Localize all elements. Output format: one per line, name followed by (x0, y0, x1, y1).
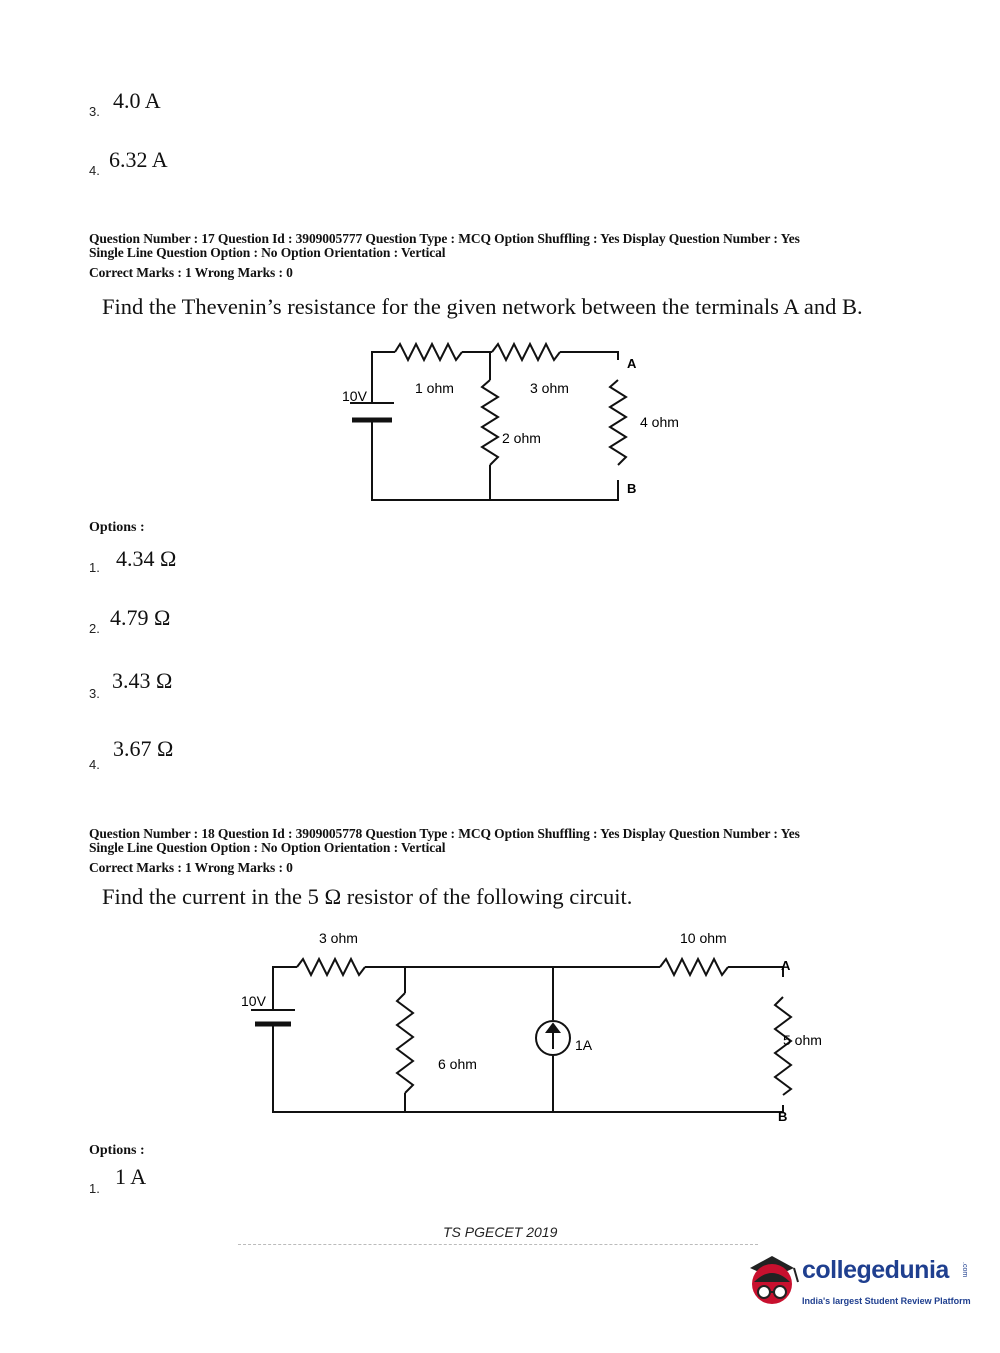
left-top-wire (273, 967, 297, 1010)
option-value: 4.0 A (113, 88, 161, 113)
resistor-1ohm (395, 344, 462, 360)
options-heading: Options : (89, 520, 145, 535)
option-value: 4.34 Ω (116, 546, 177, 571)
question-meta-line1: Question Number : 17 Question Id : 3909005777 Question Type : MCQ Option Shuffling : Yes Display Question Number : Yes (89, 231, 800, 246)
resistor-4ohm (610, 380, 626, 465)
question-marks: Correct Marks : 1 Wrong Marks : 0 (89, 265, 293, 280)
top-wire-left (372, 352, 395, 403)
question-meta-line1: Question Number : 18 Question Id : 3909005778 Question Type : MCQ Option Shuffling : Yes Display Question Number : Yes (89, 826, 800, 841)
option-number: 1. (89, 1181, 100, 1196)
current-circuit-diagram (235, 925, 845, 1130)
option-number: 3. (89, 686, 100, 701)
option-value: 1 A (115, 1164, 147, 1189)
label-2ohm: 2 ohm (502, 430, 541, 446)
terminal-b: B (778, 1109, 788, 1124)
resistor-10ohm (660, 959, 728, 975)
label-10ohm: 10 ohm (680, 930, 727, 946)
option-number: 2. (89, 621, 100, 636)
terminal-a: A (781, 958, 791, 973)
question-text: Find the Thevenin’s resistance for the given network between the terminals A and B. (102, 294, 863, 319)
resistor-3ohm (492, 344, 560, 360)
collegedunia-logo (742, 1248, 972, 1312)
thevenin-circuit-diagram (330, 335, 710, 510)
resistor-6ohm (397, 993, 413, 1093)
resistor-3ohm (297, 959, 365, 975)
brand-name: collegedunia (802, 1256, 949, 1284)
label-10v: 10V (342, 388, 367, 404)
resistor-2ohm (482, 380, 498, 465)
top-right-wire (728, 967, 783, 977)
option-number: 4. (89, 757, 100, 772)
mascot-icon (742, 1248, 802, 1310)
footer-exam-name: TS PGECET 2019 (443, 1224, 558, 1240)
label-1a: 1A (575, 1037, 593, 1053)
option-value: 6.32 A (109, 147, 168, 172)
question-meta-line2: Single Line Question Option : No Option Orientation : Vertical (89, 245, 446, 260)
label-6ohm: 6 ohm (438, 1056, 477, 1072)
option-value: 3.43 Ω (112, 668, 173, 693)
terminal-b: B (627, 481, 637, 496)
bottom-wire (273, 1024, 783, 1112)
terminal-a: A (627, 356, 637, 371)
top-wire-right (560, 352, 618, 360)
question-marks: Correct Marks : 1 Wrong Marks : 0 (89, 860, 293, 875)
label-10v: 10V (241, 993, 266, 1009)
option-number: 3. (89, 104, 100, 119)
options-heading: Options : (89, 1143, 145, 1158)
question-text: Find the current in the 5 Ω resistor of the following circuit. (102, 884, 633, 909)
brand-tagline: India's largest Student Review Platform (802, 1296, 971, 1306)
label-5ohm: 5 ohm (783, 1032, 822, 1048)
option-value: 3.67 Ω (113, 736, 174, 761)
option-number: 1. (89, 560, 100, 575)
footer-divider (238, 1244, 758, 1245)
label-3ohm: 3 ohm (319, 930, 358, 946)
brand-suffix: .com (961, 1262, 968, 1278)
option-number: 4. (89, 163, 100, 178)
label-4ohm: 4 ohm (640, 414, 679, 430)
option-value: 4.79 Ω (110, 605, 171, 630)
label-3ohm: 3 ohm (530, 380, 569, 396)
question-meta-line2: Single Line Question Option : No Option Orientation : Vertical (89, 840, 446, 855)
label-1ohm: 1 ohm (415, 380, 454, 396)
